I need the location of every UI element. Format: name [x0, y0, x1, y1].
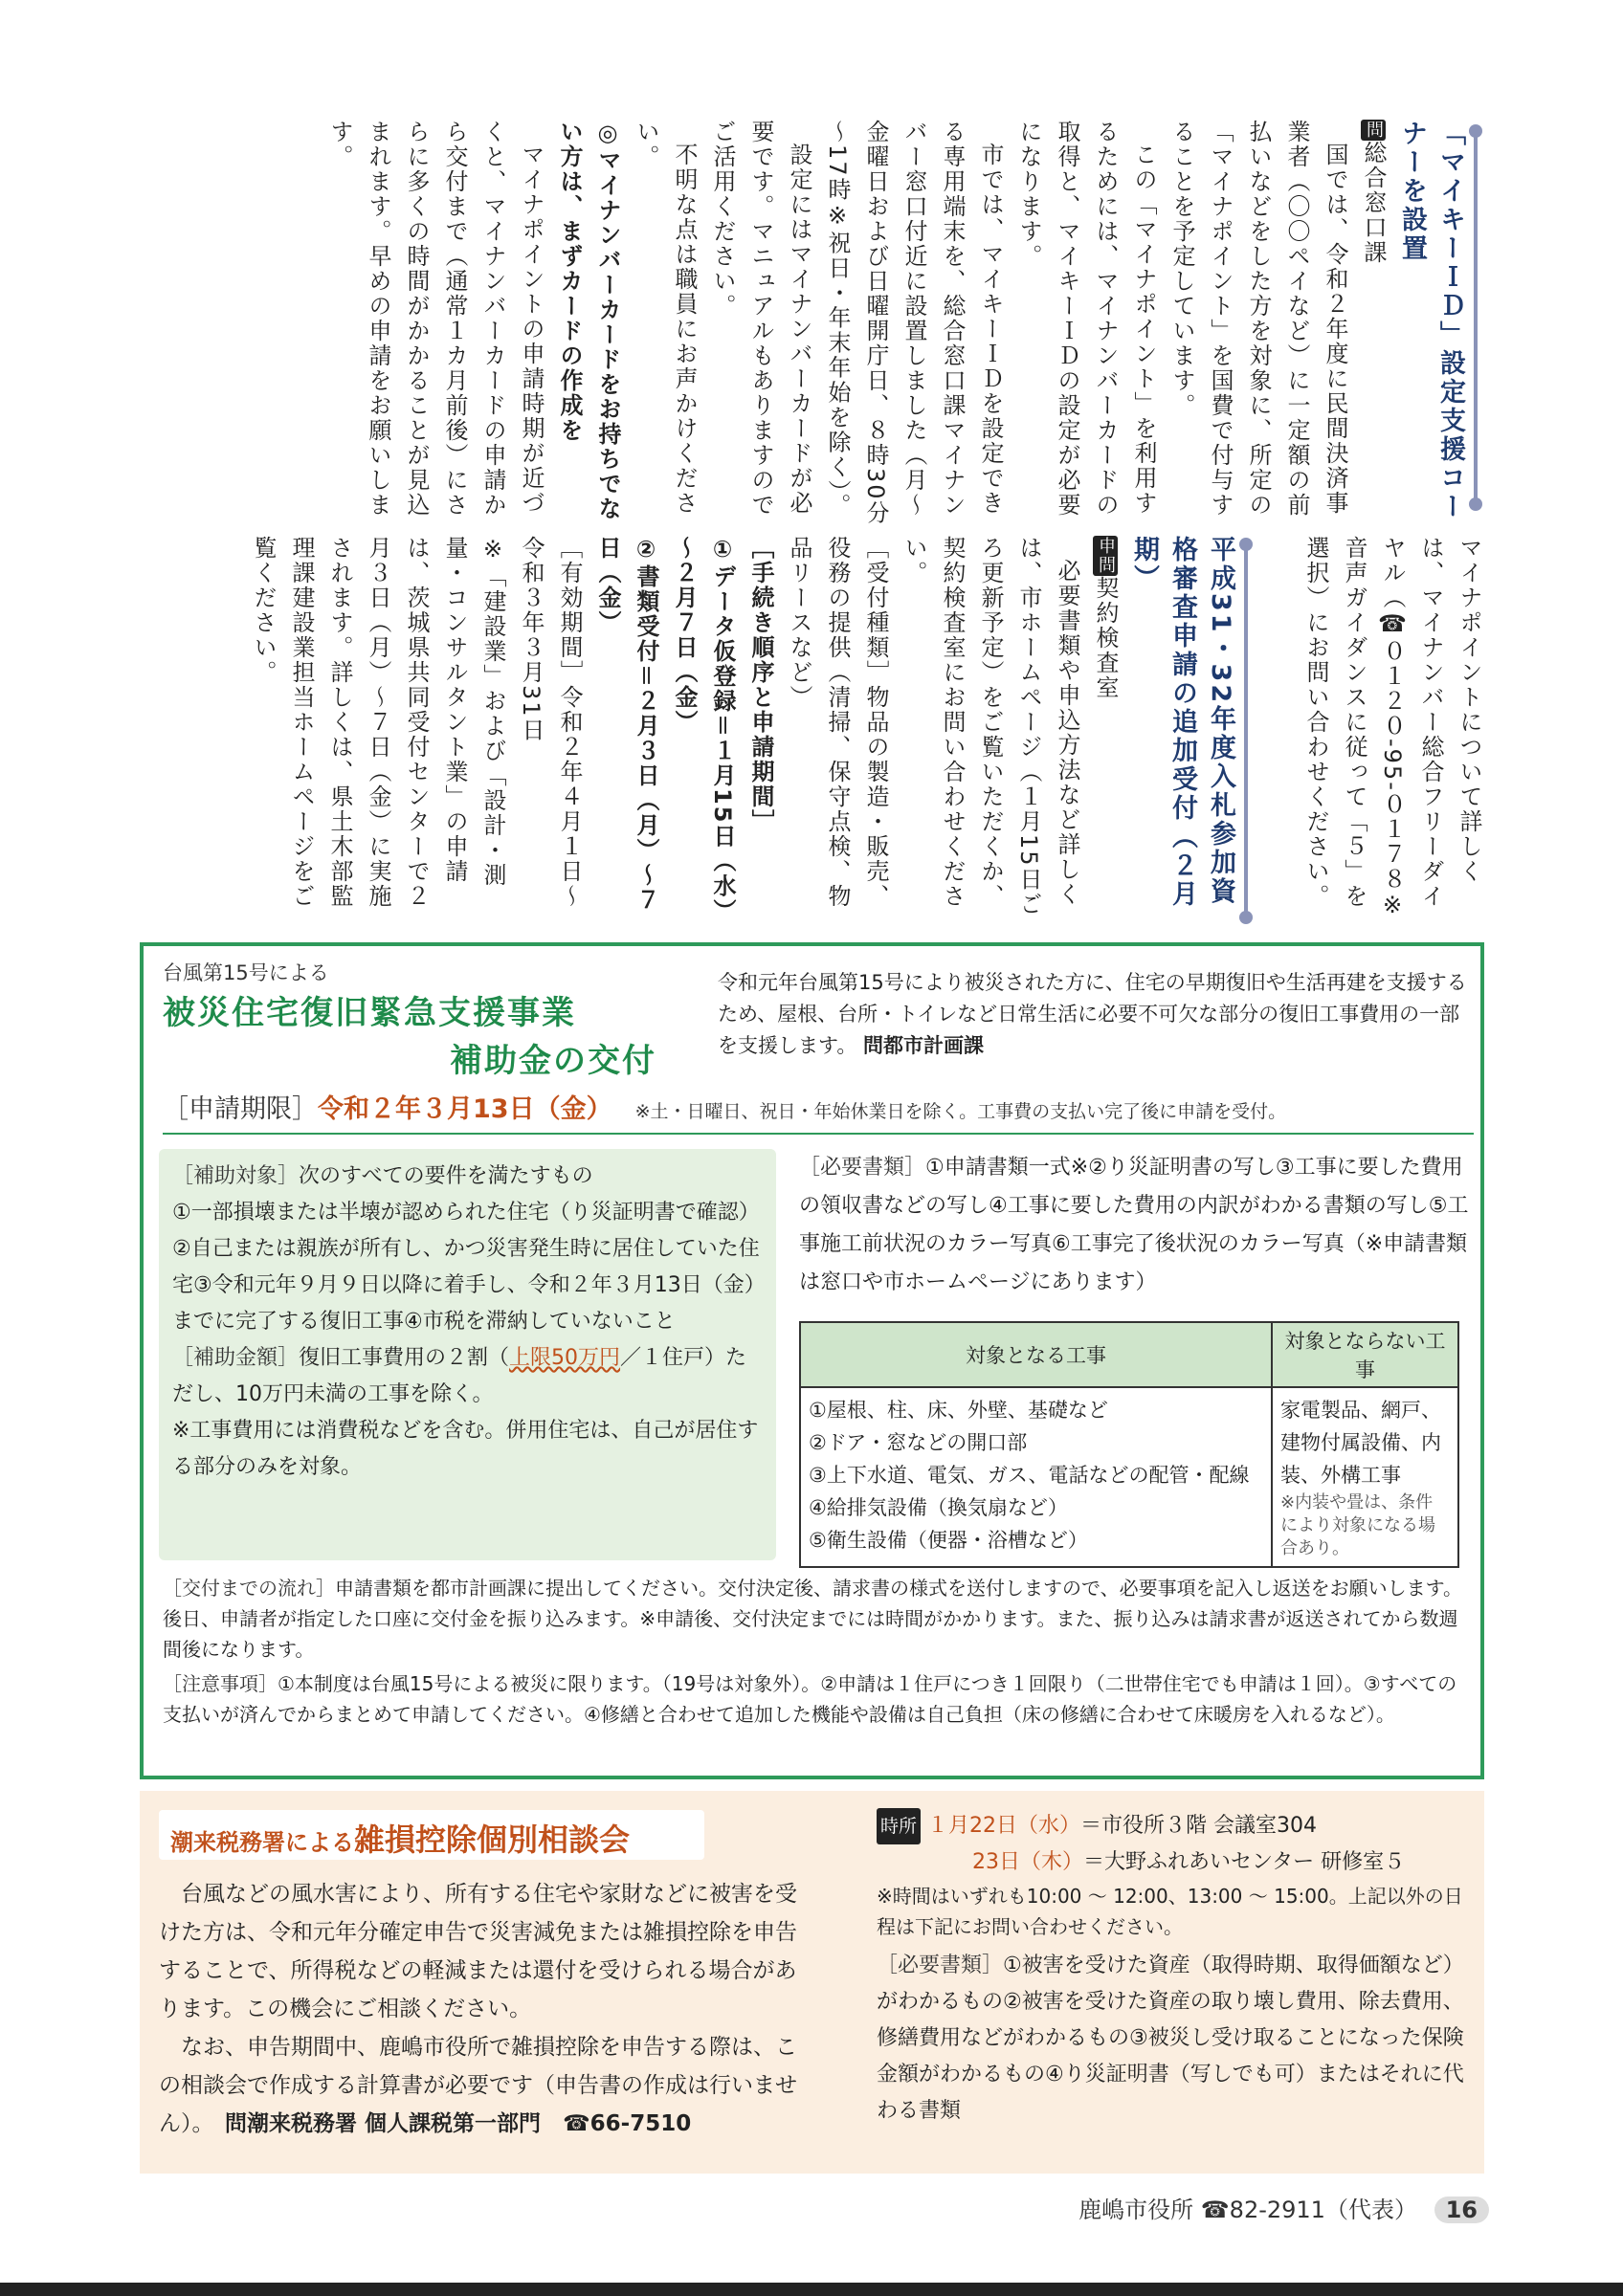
mykey-p2: この「マイナポイント」を利用するためには、マイナンバーカードの取得と、マイキーＩＤの設定が必要になります。 [1015, 120, 1157, 518]
period-date: 令和２年３月13日（金） [318, 1094, 612, 1124]
tax-phone: ☎66-7510 [563, 2111, 692, 2136]
typhoon-title-line2: 補助金の交付 [450, 1042, 656, 1080]
tax-schedule [877, 1808, 1470, 2130]
subsidy-conditions-panel [159, 1149, 776, 1560]
mykey-p4: 設定にはマイナンバーカードが必要です。マニュアルもありますのでご活用ください。 [709, 120, 812, 518]
grant-flow [163, 1573, 1474, 1730]
bid-p3: ［手続き順序と申請期間］ [747, 536, 774, 834]
bid-p5: ②書類受付＝２月３日（月）～７日（金） [594, 536, 659, 913]
page-footer [1078, 2191, 1489, 2224]
required-docs: ［必要書類］①申請書類一式※②り災証明書の写し③工事に要した費用の領収書などの写し④工事に要した費用の内訳がわかる書類の写し⑤工事施工前状況のカラー写真⑥工事完了後状況のカラー写真（※申請書類は窓口や市ホームページにあります） [799, 1156, 1469, 1294]
bid-p6: ［有効期間］令和２年４月１日～令和３年３月31日 [518, 536, 583, 909]
tax-body [159, 1875, 810, 2143]
tax-p1: 台風などの風水害により、所有する住宅や家財などに被害を受けた方は、令和元年分確定申告で災害減免または雑損控除を申告することで、所得税などの軽減または還付を受けられる場合があります。この機会にご相談ください。 [159, 1882, 797, 2021]
mykey-article [134, 120, 1469, 531]
work-eligibility-table [799, 1321, 1459, 1568]
typhoon-title-line1: 被災住宅復旧緊急支援事業 [163, 994, 576, 1032]
period-label: ［申請期限］ [163, 1094, 318, 1124]
mynumber-continuation [1254, 536, 1488, 928]
list-item: ③上下水道、電気、ガス、電話などの配管・配線 [809, 1464, 1250, 1487]
footer-office: 鹿嶋市役所 [1078, 2197, 1194, 2223]
contact-icon: 申問 [1093, 536, 1118, 576]
ineligible-work-cell [1272, 1387, 1458, 1567]
mykey-rule [1474, 130, 1478, 505]
tax-p2: なお、申告期間中、鹿嶋市役所で雑損控除を申告する際は、この相談会で作成する計算書が必要です（申告書の作成は行いません）。 問潮来税務署 個人課税第一部門 ☎66-7510 [159, 2035, 797, 2136]
schedule-line-2: 23日（木）＝大野ふれあいセンター 研修室５ [972, 1850, 1406, 1874]
flow-text: ［交付までの流れ］申請書類を都市計画課に提出してください。交付決定後、請求書の様式を送付しますので、必要事項を記入し返送をお願いします。後日、申請者が指定した口座に交付金を振り込みます。※申請後、交付決定までには時間がかかります。また、振り込みは請求書が返送されてから数週間後になります。 [163, 1577, 1462, 1661]
bid-p4: ①データ仮登録＝１月15日（水）～２月７日（金） [671, 536, 736, 924]
bid-contact: 申問契約検査室 [1092, 537, 1119, 700]
period-note: ※土・日曜日、祝日・年始休業日を除く。工事費の支払い完了後に申請を受付。 [634, 1101, 1287, 1122]
bottom-bar [0, 2283, 1623, 2296]
mykey-p6: ◎マイナンバーカードをお持ちでない方は、まずカードの作成を [556, 120, 621, 521]
mykey-p1: 国では、令和２年度に民間決済事業者（〇〇ペイなど）に一定額の前払いなどをした方を対象に、所定の「マイナポイント」を国費で付与することを予定しています。 [1168, 120, 1348, 518]
eligible-work-list [800, 1387, 1272, 1567]
subsidy-amount: ［補助金額］復旧工事費用の２割（上限50万円／１住戸）ただし、10万円未満の工事を除く。 [172, 1346, 747, 1406]
table-header-ineligible: 対象とならない工事 [1272, 1322, 1458, 1387]
typhoon-contact: 問都市計画課 [863, 1034, 985, 1057]
application-period [163, 1088, 1474, 1135]
mykey-p5: 不明な点は職員にお声かけください。 [633, 120, 698, 516]
tax-consultation-box [140, 1791, 1484, 2174]
bid-heading: 平成31・32年度入札参加資格審査申請の追加受付（２月期） [1129, 536, 1235, 909]
ineligible-note: ※内装や畳は、条件により対象になる場合あり。 [1280, 1492, 1435, 1558]
tax-required-docs: ［必要書類］①被害を受けた資産（取得時期、取得価額など）がわかるもの②被害を受けた資産の取り壊し費用、除去費用、修繕費用などがわかるもの③被災し受け取ることになった保険金額がわかるもの④り災証明書（写しでも可）またはそれに代わる書類 [877, 1954, 1464, 2123]
schedule-line-1: 時所 １月22日（水）＝市役所３階 会議室304 [877, 1808, 1470, 1844]
tax-title: 潮来税務署による雑損控除個別相談会 [159, 1810, 704, 1860]
subsidy-amount-note: ※工事費用には消費税などを含む。併用住宅は、自己が居住する部分のみを対象。 [172, 1419, 759, 1479]
subsidy-target: ［補助対象］次のすべての要件を満たすもの ①一部損壊または半壊が認められた住宅（り災証明書で確認）②自己または親族が所有し、かつ災害発生時に居住していた住宅③令和元年９月９日以降に着手し、令和２年３月13日（金）までに完了する復旧工事④市税を滞納していないこと [172, 1164, 760, 1334]
typhoon-support-box [140, 942, 1484, 1779]
tax-contact: 問潮来税務署 個人課税第一部門 [225, 2111, 542, 2136]
typhoon-intro: 令和元年台風第15号により被災された方に、住宅の早期復旧や生活再建を支援するため、屋根、台所・トイレなど日常生活に必要不可欠な部分の復旧工事費用の一部を支援します。 問都市計画課 [718, 971, 1467, 1057]
page-number: 16 [1434, 2197, 1489, 2223]
mykey-heading: 「マイキーＩＤ」設定支援コーナーを設置 [1397, 120, 1465, 521]
mykey-p7: マイナポイントの申請時期が近づくと、マイナンバーカードの申請から交付まで（通常１カ月前後）にさらに多くの時間がかかることが見込まれます。早めの申請をお願いします。 [326, 120, 545, 518]
time-place-icon: 時所 [877, 1808, 921, 1844]
mykey-contact: 問総合窓口課 [1360, 121, 1387, 265]
mykey-p3: 市では、マイキーＩＤを設定できる専用端末を、総合窓口課マイナンバー窓口付近に設置しました（月～金曜日および日曜開庁日、８時30分～17時※祝日・年末年始を除く）。 [824, 120, 1004, 526]
bid-p7: ※「建設業」および「設計・測量・コンサルタント業」の申請は、茨城県共同受付センターで２月３日（月）～７日（金）に実施されます。詳しくは、県土木部監理課建設業担当ホームページをご覧ください。 [250, 536, 506, 909]
mykey-p8: マイナポイントについて詳しくは、マイナンバー総合フリーダイヤル（☎０１２０‐95‐０１７８※音声ガイダンスに従って「５」を選択）にお問い合わせください。 [1302, 536, 1482, 920]
ineligible-work: 家電製品、網戸、建物付属設備、内装、外構工事 [1280, 1399, 1441, 1487]
table-header-eligible: 対象となる工事 [800, 1322, 1272, 1387]
list-item: ⑤衛生設備（便器・浴槽など） [809, 1529, 1088, 1552]
footer-phone: ☎82-2911（代表） [1200, 2197, 1417, 2223]
bid-rule [1244, 543, 1248, 918]
list-item: ②ドア・窓などの開口部 [809, 1431, 1028, 1454]
contact-icon: 問 [1361, 120, 1386, 141]
bid-article [134, 536, 1239, 928]
schedule-note: ※時間はいずれも10:00 ～ 12:00、13:00 ～ 15:00。上記以外の日程は下記にお問い合わせください。 [877, 1885, 1463, 1938]
caution-text: ［注意事項］①本制度は台風15号による被災に限ります。（19号は対象外）。②申請は１住戸につき１回限り（二世帯住宅でも申請は１回）。③すべての支払いが済んでからまとめて申請してください。④修繕と合わせて追加した機能や設備は自己負担（床の修繕に合わせて床暖房を入れるなど）。 [163, 1672, 1457, 1726]
bid-p1: 必要書類や申込方法など詳しくは、市ホームページ（１月15日ごろ更新予定）をご覧いただくか、契約検査室にお問い合わせください。 [900, 536, 1080, 917]
list-item: ④給排気設備（換気扇など） [809, 1496, 1068, 1519]
typhoon-pre-title: 台風第15号による [163, 961, 329, 984]
bid-p2: ［受付種類］物品の製造・販売、役務の提供（清掃、保守点検、物品リースなど） [786, 536, 889, 909]
amount-cap: 上限50万円 [509, 1346, 621, 1370]
list-item: ①屋根、柱、床、外壁、基礎など [809, 1399, 1108, 1422]
